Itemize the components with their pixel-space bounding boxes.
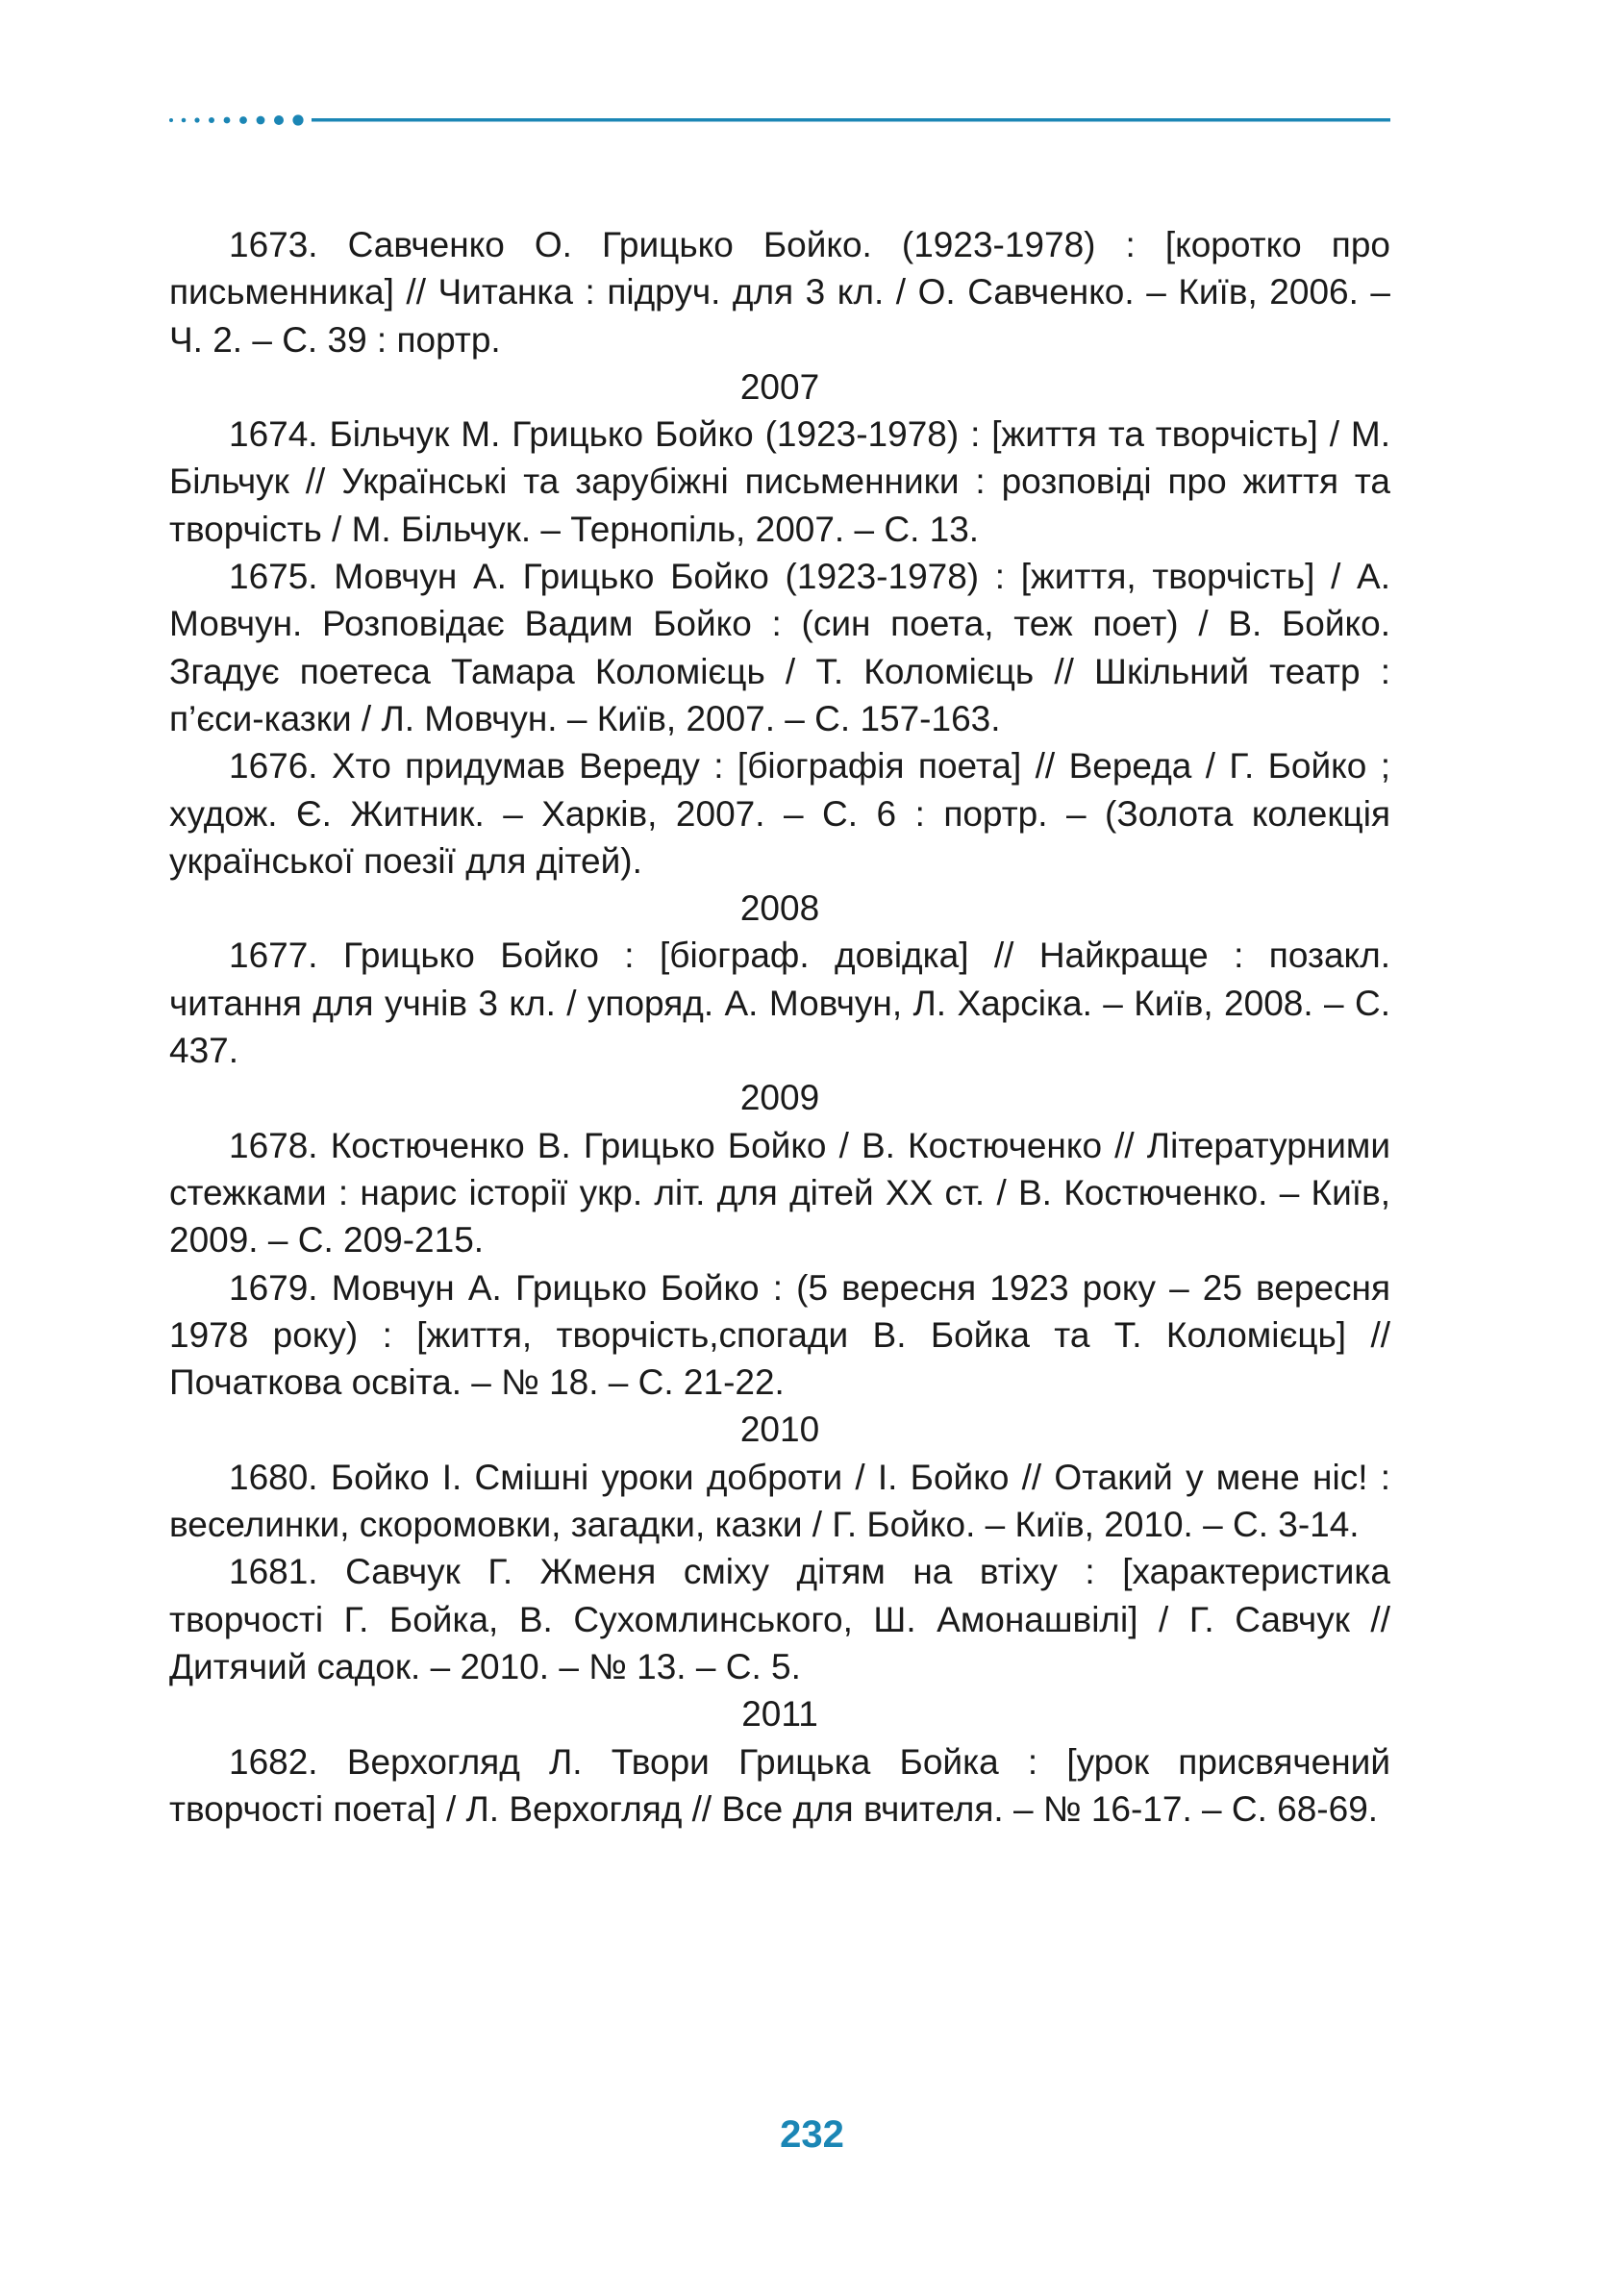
header-dotted-rule	[169, 113, 1390, 127]
dotted-line-rule-icon	[169, 113, 1390, 127]
year-heading: 2008	[739, 888, 820, 929]
bibliography-entry: 1679. Мовчун А. Грицько Бойко : (5 вересня 1923 року – 25 вересня 1978 року) : [життя, творчість,спогади В. Бойка та Т. Коломієць] // Початкова освіта. – № 18. – С. 21-22.	[169, 1267, 1390, 1403]
bibliography-list	[169, 221, 1390, 1833]
bibliography-entry: 1674. Більчук М. Грицько Бойко (1923-1978) : [життя та творчість] / М. Більчук // Українські та зарубіжні письменники : розповіді про життя та творчість / М. Більчук. – Тернопіль, 2007. – С. 13.	[169, 414, 1390, 549]
bibliography-entry: 1676. Хто придумав Вереду : [біографія поета] // Вереда / Г. Бойко ; худож. Є. Житник. – Харків, 2007. – С. 6 : портр. – (Золота колекція української поезії для дітей).	[169, 746, 1390, 881]
bibliography-entry: 1680. Бойко І. Смішні уроки доброти / І. Бойко // Отакий у мене ніс! : веселинки, скоромовки, загадки, казки / Г. Бойко. – Київ, 2010. – С. 3-14.	[169, 1457, 1390, 1545]
bibliography-entry: 1673. Савченко О. Грицько Бойко. (1923-1978) : [коротко про письменника] // Читанка : підруч. для 3 кл. / О. Савченко. – Київ, 2006. – Ч. 2. – С. 39 : портр.	[169, 225, 1390, 360]
bibliography-entry: 1682. Верхогляд Л. Твори Грицька Бойка : [урок присвячений творчості поета] / Л. Верхогляд // Все для вчителя. – № 16-17. – С. 68-69.	[169, 1741, 1390, 1829]
year-heading: 2009	[739, 1078, 820, 1118]
year-heading: 2010	[739, 1410, 820, 1450]
bibliography-entry: 1675. Мовчун А. Грицько Бойко (1923-1978) : [життя, творчість] / А. Мовчун. Розповідає Вадим Бойко : (син поета, теж поет) / В. Бойко. Згадує поетеса Тамара Коломієць / Т. Коломієць // Шкільний театр : п’єси-казки / Л. Мовчун. – Київ, 2007. – С. 157-163.	[169, 557, 1390, 738]
bibliography-entry: 1678. Костюченко В. Грицько Бойко / В. Костюченко // Літературними стежками : нарис історії укр. літ. для дітей XX ст. / В. Костюченко. – Київ, 2009. – С. 209-215.	[169, 1125, 1390, 1261]
bibliography-entry: 1677. Грицько Бойко : [біограф. довідка] // Найкраще : позакл. читання для учнів 3 кл. / упоряд. А. Мовчун, Л. Харсіка. – Київ, 2008. – С. 437.	[169, 936, 1390, 1071]
year-heading: 2007	[739, 366, 820, 407]
page-number: 232	[780, 2113, 844, 2156]
bibliography-entry: 1681. Савчук Г. Жменя сміху дітям на втіху : [характеристика творчості Г. Бойка, В. Сухомлинського, Ш. Амонашвілі] / Г. Савчук // Дитячий садок. – 2010. – № 13. – С. 5.	[169, 1552, 1390, 1686]
year-heading: 2011	[741, 1694, 818, 1735]
